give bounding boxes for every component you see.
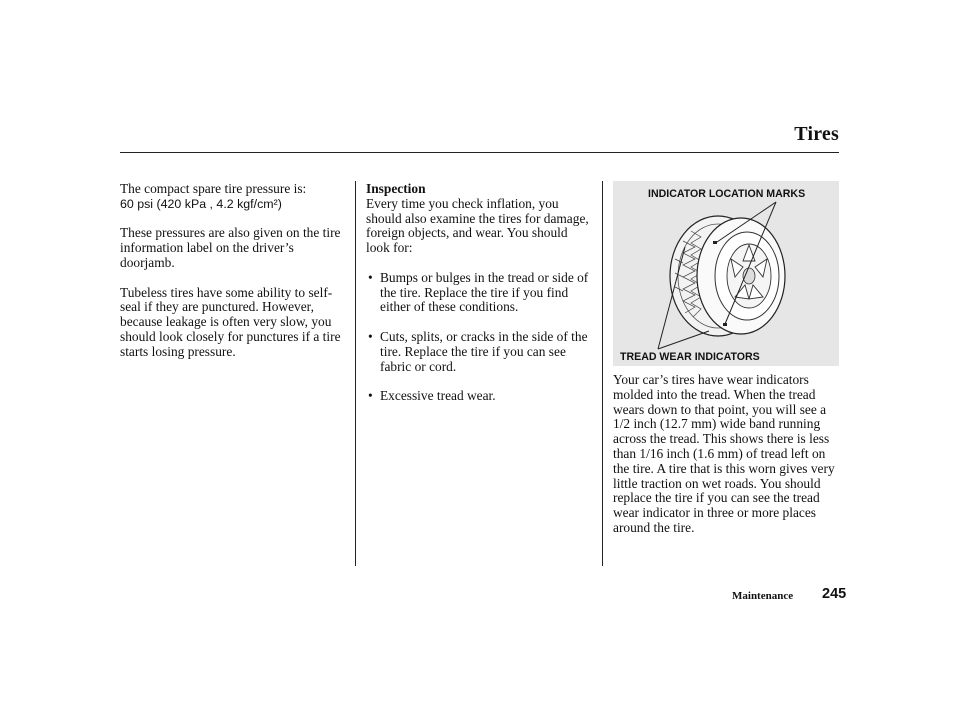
header-rule [120,152,839,153]
tread-wear-label: TREAD WEAR INDICATORS [620,351,760,363]
inspection-intro: Every time you check inflation, you should also examine the tires for damage, foreign objects, and wear. You should look for: [366,195,589,256]
spare-pressure-intro: The compact spare tire pressure is: [120,181,307,196]
spare-pressure-paragraph [120,182,345,212]
wear-indicator-paragraph: Your car’s tires have wear indicators molded into the tread. When the tread wears down to that point, you will see a 1/2 inch (12.7 mm) wide band running across the tread. This shows there is less than 1/16 inch (1.6 mm) of tread left on the tire. A tire that is this worn gives very little traction on wet roads. You should replace the tire if you can see the tread wear indicator in three or more places around the tire. [613,372,835,535]
tire-illustration [613,181,839,366]
list-item: • Cuts, splits, or cracks in the side of the tire. Replace the tire if you can see fabric or cord. [366,330,594,374]
middle-column [366,182,594,419]
label-location-paragraph: These pressures are also given on the tire information label on the driver’s doorjamb. [120,225,341,270]
spare-pressure-value: 60 psi (420 kPa , 4.2 kgf/cm²) [120,196,282,211]
column-divider-right [602,181,603,566]
tire-drawing [658,202,785,349]
right-column [613,373,841,551]
inspection-heading: Inspection [366,181,426,196]
tubeless-paragraph: Tubeless tires have some ability to self-seal if they are punctured. However, because leakage is often very slow, you should look closely for punctures if a tire starts losing pressure. [120,284,341,359]
list-item: • Bumps or bulges in the tread or side of the tire. Replace the tire if you find either of these conditions. [366,271,594,315]
list-item: • Excessive tread wear. [366,389,594,404]
left-column [120,182,345,374]
tire-figure [613,181,839,366]
footer-section-label: Maintenance [732,590,794,602]
column-divider-left [355,181,356,566]
page-title: Tires [794,123,839,145]
inspection-list [366,271,594,404]
indicator-location-label: INDICATOR LOCATION MARKS [648,188,806,200]
page-number: 245 [822,586,847,602]
